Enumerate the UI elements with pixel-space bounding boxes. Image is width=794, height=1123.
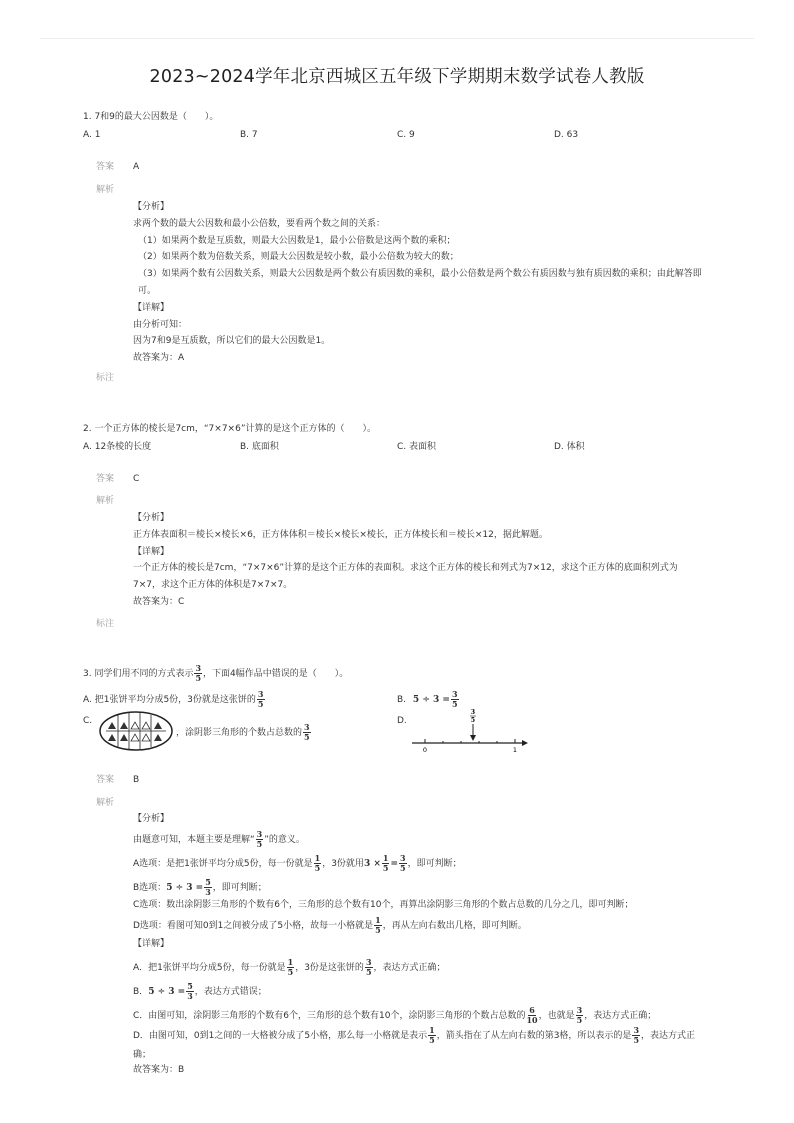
q3-analysis-line: C．由图可知，涂阴影三角形的个数有6个，三角形的总个数有10个，涂阴影三角形的个数占总数的 $\frac{6}{10}$ ，也就是 $\frac{3}{5}$ ，表达方式正确； <box>133 1005 657 1025</box>
q1-analysis-line: 求两个数的最大公因数和最小公倍数，要看两个数之间的关系： <box>133 218 386 229</box>
q2-analysis <box>133 510 703 611</box>
q2-answer-label: 答案 <box>96 474 115 484</box>
q1-analysis-line: 由分析可知： <box>133 319 188 330</box>
q3-analysis-line: C选项：数出涂阴影三角形的个数有6个，三角形的总个数有10个，再算出涂阴影三角形的个数占总数的几分之几，即可判断； <box>133 900 634 910</box>
q1-answer-label: 答案 <box>96 162 115 172</box>
q2-analysis-line: 故答案为：C <box>133 596 185 607</box>
q3-analysis-line: 由题意可知，本题主要是理解“ $\frac{3}{5}$ ”的意义。 <box>133 829 305 849</box>
q1-stem: 1. 7和9的最大公因数是（ ）。 <box>83 112 219 122</box>
q3-option-d-label: D. <box>397 716 407 726</box>
q2-analysis-line: 【分析】 <box>133 513 170 523</box>
q1-analysis <box>133 199 703 367</box>
q1-analysis-line: （1）如果两个数是互质数，则最大公因数是1，最小公倍数是这两个数的乘积； <box>138 235 456 246</box>
q2-stem: 2. 一个正方体的棱长是7cm，“7×7×6”计算的是这个正方体的（ ）。 <box>83 424 376 434</box>
q2-analysis-label: 解析 <box>96 496 115 506</box>
q1-option-a: A. 1 <box>83 130 101 140</box>
q3-analysis-line: D选项：看图可知0到1之间被分成了5小格，故每一小格就是 $\frac{1}{5}$ ，再从左向右数出几格，即可判断。 <box>133 915 527 935</box>
q3-option-b: B. 5 ÷ 3 = $\frac{3}{5}$ <box>397 689 458 709</box>
fraction-3-5: $\frac{3}{5}$ <box>256 829 263 849</box>
fraction-3-5: $\frac{3}{5}$ <box>304 722 310 742</box>
q1-analysis-line: （2）如果两个数为倍数关系，则最大公因数是较小数，最小公倍数为较大的数； <box>138 252 459 263</box>
q3-analysis-line: A．把1张饼平均分成5份，每一份就是 $\frac{1}{5}$ ，3份是这张饼的 $\frac{3}{5}$ ，表达方式正确； <box>133 957 446 977</box>
number-line-zero: 0 <box>422 746 428 754</box>
fraction-1-5: $\frac{1}{5}$ <box>382 853 389 873</box>
q3-stem-text: ，下面4幅作品中错误的是（ ）。 <box>203 669 349 679</box>
q3-analysis-line: B．5 ÷ 3 = $\frac{5}{3}$ ，表达方式错误； <box>133 981 267 1001</box>
fraction-3-5: $\frac{3}{5}$ <box>576 1005 583 1025</box>
fraction-3-5: $\frac{3}{5}$ <box>451 689 458 709</box>
fraction-5-3: $\frac{5}{3}$ <box>205 877 211 897</box>
arrow-label-denominator: 5 <box>470 717 476 724</box>
q3-analysis-line: 【详解】 <box>133 939 170 949</box>
q1-option-d: D. 63 <box>554 130 579 140</box>
q3-stem <box>83 664 348 683</box>
arrow-label-numerator: 3 <box>470 709 476 716</box>
q2-note-label: 标注 <box>96 619 115 629</box>
number-line-figure <box>410 706 530 756</box>
q2-option-c: C. 表面积 <box>397 442 437 452</box>
triangles-oval-figure <box>98 710 174 752</box>
q3-stem-text: 3. 同学们用不同的方式表示 <box>83 669 194 679</box>
fraction-1-5: $\frac{1}{5}$ <box>287 957 294 977</box>
q1-analysis-line: 故答案为：A <box>133 353 185 364</box>
q3-analysis-line: D．由图可知，0到1之间的一大格被分成了5小格，那么每一小格就是表示 $\frac{1}{5}$ ，箭头指在了从左向右数的第3格，所以表示的是 $\frac{3}{5}$ ，表达方式正确； <box>133 1025 696 1060</box>
fraction-3-5: $\frac{3}{5}$ <box>633 1025 640 1045</box>
q2-option-b: B. 底面积 <box>240 442 279 452</box>
q1-option-b: B. 7 <box>240 130 258 140</box>
q2-answer-value: C <box>133 474 140 484</box>
q3-answer-value: B <box>133 775 140 785</box>
q3-option-c: ，涂阴影三角形的个数占总数的 $\frac{3}{5}$ <box>176 722 310 742</box>
q1-analysis-line: （3）如果两个数有公因数关系，则最大公因数是两个数公有质因数的乘积，最小公倍数是两个数公有质因数与独有质因数的乘积；由此解答即可。 <box>138 269 702 296</box>
q3-analysis-line: A选项：是把1张饼平均分成5份，每一份就是 $\frac{1}{5}$ ，3份就用3 × $\frac{1}{5}$ = $\frac{3}{5}$ ，即可判断； <box>133 853 462 873</box>
q2-analysis-line: 【详解】 <box>133 546 170 557</box>
q3-analysis-label: 解析 <box>96 798 115 808</box>
fraction-6-10: $\frac{6}{10}$ <box>526 1005 538 1025</box>
page-title: 2023~2024学年北京西城区五年级下学期期末数学试卷人教版 <box>149 67 645 87</box>
fraction-3-5: $\frac{3}{5}$ <box>257 689 264 709</box>
fraction-1-5: $\frac{1}{5}$ <box>375 915 381 935</box>
q3-option-c-label: C. <box>83 716 93 726</box>
q1-answer-value: A <box>133 162 140 172</box>
q1-note-label: 标注 <box>96 373 115 383</box>
fraction-3-5: $\frac{3}{5}$ <box>365 957 372 977</box>
q3-analysis-line: B选项：5 ÷ 3 = $\frac{5}{3}$ ，即可判断； <box>133 877 267 897</box>
q3-answer-label: 答案 <box>96 775 115 785</box>
fraction-3-5: $\frac{3}{5}$ <box>195 663 202 683</box>
q2-analysis-line: 一个正方体的棱长是7cm，“7×7×6”计算的是这个正方体的表面积。求这个正方体的棱长和列式为7×12，求这个正方体的底面积列式为7×7，求这个正方体的体积是7×7×7。 <box>133 563 678 591</box>
q1-analysis-line: 因为7和9是互质数，所以它们的最大公因数是1。 <box>133 336 331 347</box>
q2-option-d: D. 体积 <box>554 442 585 452</box>
q2-option-a: A. 12条棱的长度 <box>83 442 152 452</box>
q1-option-c: C. 9 <box>397 130 415 140</box>
q3-analysis-line: 【分析】 <box>133 814 170 824</box>
q1-analysis-line: 【分析】 <box>133 202 170 212</box>
number-line-one: 1 <box>512 746 518 754</box>
fraction-1-5: $\frac{1}{5}$ <box>429 1025 435 1045</box>
header-divider <box>40 38 754 39</box>
q3-option-a: A. 把1张饼平均分成5份，3份就是这张饼的 $\frac{3}{5}$ <box>83 689 264 709</box>
fraction-5-3: $\frac{5}{3}$ <box>187 981 193 1001</box>
fraction-1-5: $\frac{1}{5}$ <box>314 853 321 873</box>
q1-analysis-line: 【详解】 <box>133 302 170 313</box>
fraction-3-5: $\frac{3}{5}$ <box>400 853 406 873</box>
q2-analysis-line: 正方体表面积＝棱长×棱长×6，正方体体积＝棱长×棱长×棱长，正方体棱长和＝棱长×12，据此解题。 <box>133 529 548 540</box>
q3-analysis-line: 故答案为：B <box>133 1065 185 1075</box>
q1-analysis-label: 解析 <box>96 185 115 195</box>
